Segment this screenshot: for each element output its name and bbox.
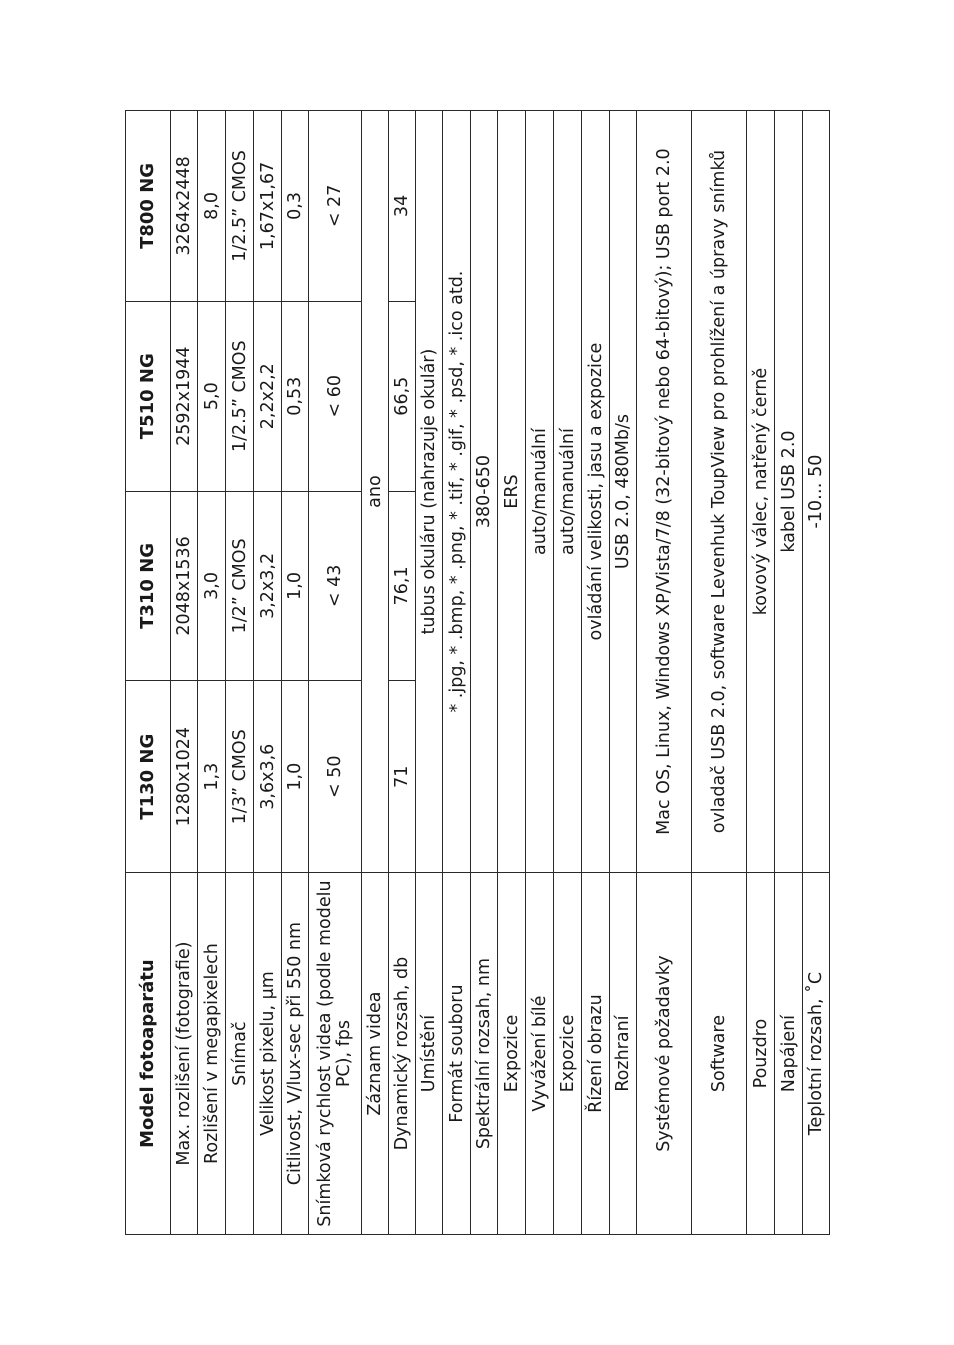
table-row — [282, 111, 309, 1235]
table-row — [637, 111, 692, 1235]
table-row — [498, 111, 526, 1235]
cell: < 43 — [309, 491, 362, 681]
table-row — [254, 111, 282, 1235]
table-row — [362, 111, 389, 1235]
cell: 76,1 — [389, 491, 416, 681]
cell-merged: * .jpg, * .bmp, * .png, * .tif, * .gif, * .psd, * .ico atd. — [443, 111, 471, 873]
table-row — [171, 111, 198, 1235]
cell: 1/2.5” CMOS — [226, 301, 254, 491]
header-t800: T800 NG — [126, 111, 171, 302]
row-label: Teplotní rozsah, ˚C — [803, 873, 830, 1235]
row-label: Snímač — [226, 873, 254, 1235]
row-label: Software — [692, 873, 747, 1235]
table-row — [443, 111, 471, 1235]
row-label: Velikost pixelu, μm — [254, 873, 282, 1235]
table-row — [582, 111, 610, 1235]
table-row — [226, 111, 254, 1235]
cell: 1,0 — [282, 681, 309, 873]
cell: 1/3” CMOS — [226, 681, 254, 873]
cell: 3,0 — [198, 491, 226, 681]
cell: 2048x1536 — [171, 491, 198, 681]
table-row — [747, 111, 775, 1235]
cell: 71 — [389, 681, 416, 873]
cell-merged: USB 2.0, 480Mb/s — [610, 111, 637, 873]
table-row — [198, 111, 226, 1235]
cell-merged: tubus okuláru (nahrazuje okulár) — [416, 111, 443, 873]
row-label: Řízení obrazu — [582, 873, 610, 1235]
row-label: Formát souboru — [443, 873, 471, 1235]
cell: 1280x1024 — [171, 681, 198, 873]
row-label: Expozice — [554, 873, 582, 1235]
row-label: Záznam videa — [362, 873, 389, 1235]
cell: 8,0 — [198, 111, 226, 302]
table-row — [416, 111, 443, 1235]
table-row — [692, 111, 747, 1235]
table-row — [471, 111, 498, 1235]
cell: 1,67x1,67 — [254, 111, 282, 302]
header-t510: T510 NG — [126, 301, 171, 491]
header-t310: T310 NG — [126, 491, 171, 681]
cell: 3,2x3,2 — [254, 491, 282, 681]
cell: 66,5 — [389, 301, 416, 491]
cell-merged: ano — [362, 111, 389, 873]
table-row — [526, 111, 554, 1235]
cell-merged: auto/manuální — [554, 111, 582, 873]
row-label: Rozhraní — [610, 873, 637, 1235]
cell: 5,0 — [198, 301, 226, 491]
row-label: Spektrální rozsah, nm — [471, 873, 498, 1235]
row-label: Napájení — [775, 873, 803, 1235]
cell: 1,0 — [282, 491, 309, 681]
row-label: Dynamický rozsah, db — [389, 873, 416, 1235]
cell-merged: ovladač USB 2.0, software Levenhuk ToupView pro prohlížení a úpravy snímků — [692, 111, 747, 873]
table-row — [610, 111, 637, 1235]
table-row — [309, 111, 362, 1235]
header-model: Model fotoaparátu — [126, 873, 171, 1235]
row-label: Umístění — [416, 873, 443, 1235]
row-label: Citlivost, V/lux-sec při 550 nm — [282, 873, 309, 1235]
table-row — [554, 111, 582, 1235]
row-label: Rozlišení v megapixelech — [198, 873, 226, 1235]
cell: 34 — [389, 111, 416, 302]
cell-merged: ERS — [498, 111, 526, 873]
specification-table — [125, 110, 830, 1235]
cell: 1/2.5” CMOS — [226, 111, 254, 302]
rotated-table-wrapper — [125, 110, 829, 1235]
cell: 2,2x2,2 — [254, 301, 282, 491]
cell-merged: kabel USB 2.0 — [775, 111, 803, 873]
row-label: Max. rozlišení (fotografie) — [171, 873, 198, 1235]
table-row — [803, 111, 830, 1235]
cell: 3,6x3,6 — [254, 681, 282, 873]
cell-merged: auto/manuální — [526, 111, 554, 873]
table-header-row — [126, 111, 171, 1235]
cell: 1,3 — [198, 681, 226, 873]
cell-merged: kovový válec, natřený černě — [747, 111, 775, 873]
table-row — [389, 111, 416, 1235]
cell: < 50 — [309, 681, 362, 873]
cell-merged: 380-650 — [471, 111, 498, 873]
row-label: Systémové požadavky — [637, 873, 692, 1235]
row-label: Pouzdro — [747, 873, 775, 1235]
row-label: Expozice — [498, 873, 526, 1235]
header-t130: T130 NG — [126, 681, 171, 873]
row-label: Vyvážení bílé — [526, 873, 554, 1235]
cell-merged: -10… 50 — [803, 111, 830, 873]
cell: 0,53 — [282, 301, 309, 491]
cell: < 27 — [309, 111, 362, 302]
cell: 1/2” CMOS — [226, 491, 254, 681]
row-label: Snímková rychlost videa (podle modelu PC), fps — [309, 873, 362, 1235]
cell: 0,3 — [282, 111, 309, 302]
cell-merged: Mac OS, Linux, Windows XP/Vista/7/8 (32-bitový nebo 64-bitový); USB port 2.0 — [637, 111, 692, 873]
cell: 3264x2448 — [171, 111, 198, 302]
cell: 2592x1944 — [171, 301, 198, 491]
table-row — [775, 111, 803, 1235]
cell: < 60 — [309, 301, 362, 491]
cell-merged: ovládání velikosti, jasu a expozice — [582, 111, 610, 873]
